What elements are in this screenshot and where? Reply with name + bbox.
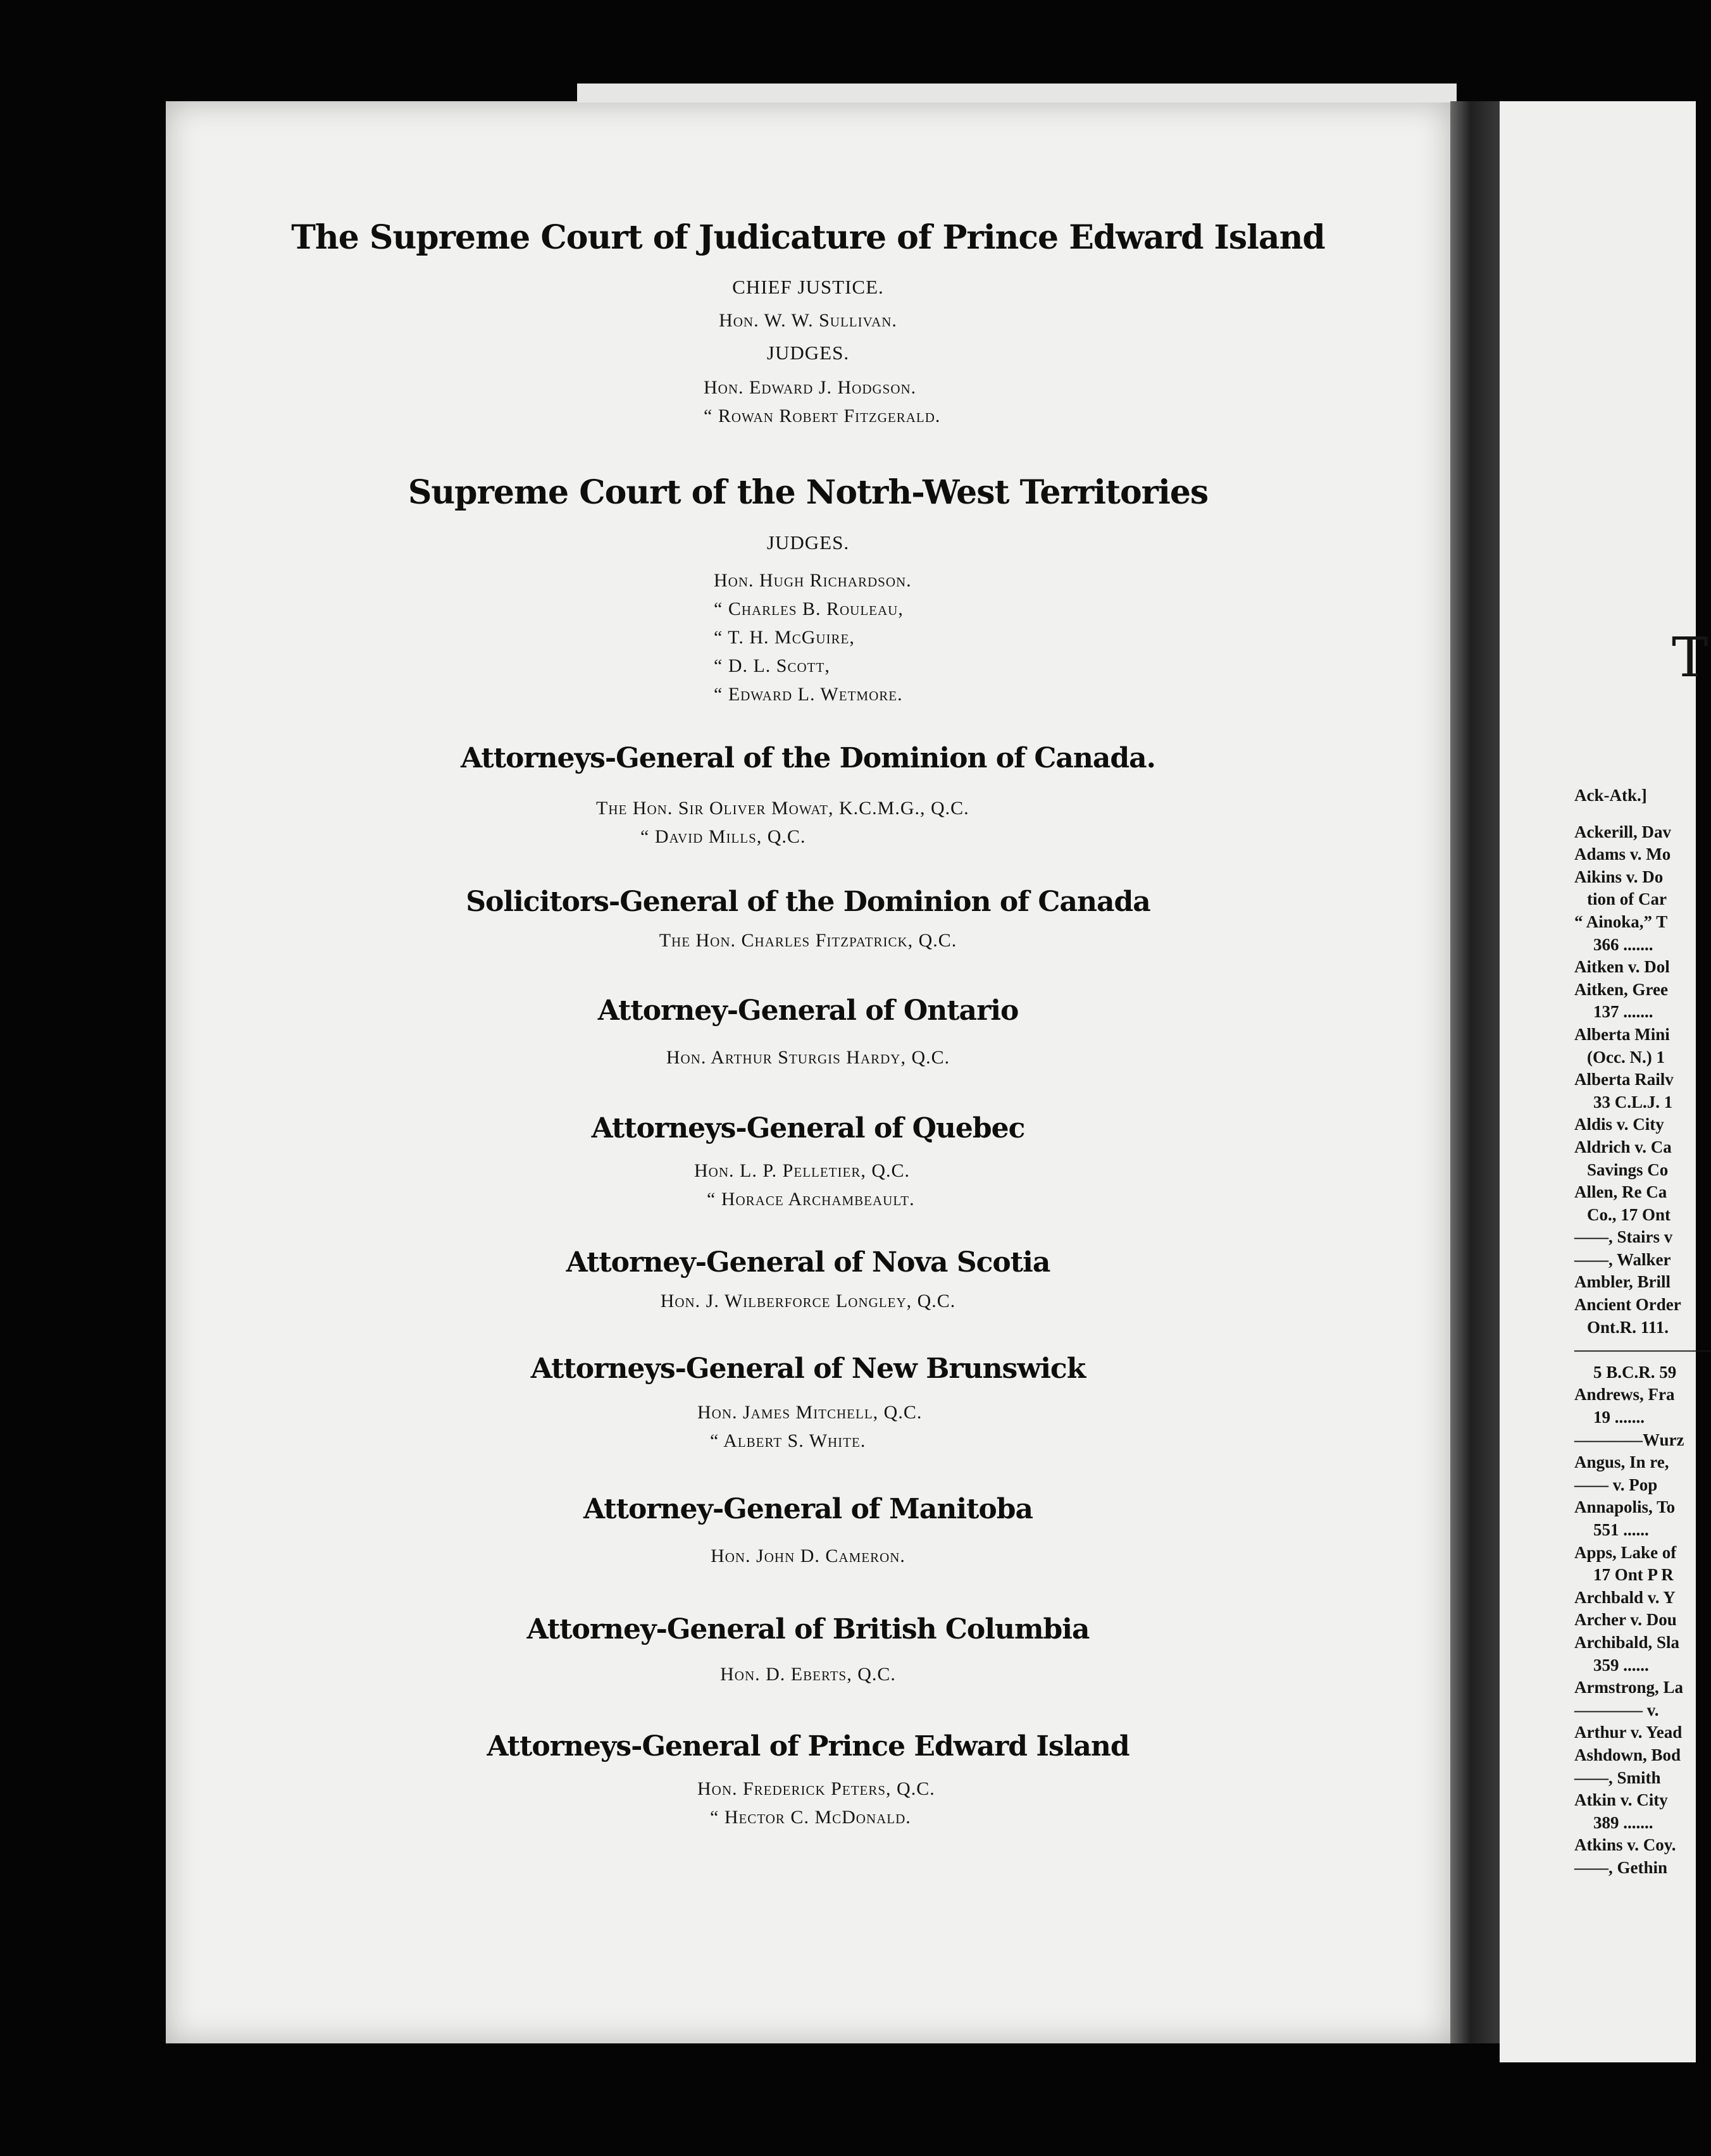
section-heading: Attorney-General of Ontario <box>597 994 1019 1027</box>
name-list <box>704 373 940 430</box>
index-line: Ashdown, Bod <box>1574 1745 1681 1764</box>
index-line: ————Wurz <box>1574 1430 1684 1449</box>
index-line: Archibald, Sla <box>1574 1632 1680 1652</box>
name-list <box>697 1775 935 1831</box>
index-line: —— v. Pop <box>1574 1475 1658 1494</box>
index-line: “ Ainoka,” T <box>1574 912 1668 931</box>
name-line: Hon. W. W. Sullivan. <box>719 310 897 331</box>
name-line: “ Charles B. Rouleau, <box>714 598 904 619</box>
index-line: 551 ...... <box>1593 1520 1649 1539</box>
name-line: Hon. Edward J. Hodgson. <box>704 377 917 398</box>
index-line: Atkins v. Coy. <box>1574 1835 1676 1855</box>
section-heading: Attorneys-General of the Dominion of Canada. <box>461 742 1155 774</box>
index-line: Archbald v. Y <box>1574 1587 1676 1607</box>
section-heading: Attorney-General of Nova Scotia <box>566 1246 1050 1279</box>
name-list <box>694 1156 915 1213</box>
index-line: Aldis v. City <box>1574 1115 1664 1134</box>
name-list <box>596 794 969 851</box>
name-line: Hon. D. Eberts, Q.C. <box>720 1664 896 1685</box>
index-line: ———————— <box>1574 1340 1711 1360</box>
index-line: Angus, In re, <box>1574 1453 1669 1472</box>
index-line: Armstrong, La <box>1574 1678 1683 1697</box>
section-heading: Supreme Court of the Notrh-West Territories <box>408 473 1209 512</box>
section-heading: The Supreme Court of Judicature of Prince Edward Island <box>291 218 1325 257</box>
index-line: Co., 17 Ont <box>1587 1205 1671 1224</box>
name-line: The Hon. Charles Fitzpatrick, Q.C. <box>659 930 957 951</box>
index-header: Ack-Atk.] <box>1574 786 1647 805</box>
section-label: JUDGES. <box>766 531 850 554</box>
name-line: The Hon. Sir Oliver Mowat, K.C.M.G., Q.C. <box>596 798 969 819</box>
index-line: 17 Ont P R <box>1593 1565 1674 1585</box>
name-line: “ Hector C. McDonald. <box>710 1807 911 1828</box>
index-line: Annapolis, To <box>1574 1497 1676 1517</box>
index-line: Ackerill, Dav <box>1574 822 1671 841</box>
index-line: Ancient Order <box>1574 1295 1681 1315</box>
name-line: “ D. L. Scott, <box>714 655 830 676</box>
index-line: Adams v. Mo <box>1574 845 1671 864</box>
name-line: Hon. Hugh Richardson. <box>714 570 912 591</box>
name-line: Hon. L. P. Pelletier, Q.C. <box>694 1160 911 1181</box>
index-line: ———— v. <box>1574 1700 1659 1719</box>
index-line: Andrews, Fra <box>1574 1385 1675 1404</box>
index-line: Ont.R. 111. <box>1587 1317 1669 1337</box>
index-line: 366 ....... <box>1593 934 1653 954</box>
name-line: Hon. Frederick Peters, Q.C. <box>697 1778 935 1799</box>
index-line: Savings Co <box>1587 1160 1669 1179</box>
index-line: Arthur v. Yead <box>1574 1723 1683 1742</box>
name-line: Hon. J. Wilberforce Longley, Q.C. <box>660 1291 956 1311</box>
index-line: Alberta Mini <box>1574 1024 1670 1044</box>
index-line: 5 B.C.R. 59 <box>1593 1362 1677 1382</box>
section-heading: Solicitors-General of the Dominion of Canada <box>466 886 1150 918</box>
section-heading: Attorney-General of British Columbia <box>526 1613 1090 1645</box>
name-line: “ T. H. McGuire, <box>714 627 855 648</box>
index-line: Alberta Railv <box>1574 1070 1674 1089</box>
index-line: Aitken v. Dol <box>1574 957 1670 977</box>
book-binding <box>1450 101 1501 2043</box>
section-heading: Attorney-General of Manitoba <box>583 1493 1033 1525</box>
name-line: “ Albert S. White. <box>710 1430 866 1451</box>
index-line: Atkin v. City <box>1574 1790 1668 1810</box>
index-line: Aldrich v. Ca <box>1574 1137 1672 1156</box>
name-line: Hon. Arthur Sturgis Hardy, Q.C. <box>666 1047 950 1068</box>
section-heading: Attorneys-General of Quebec <box>591 1112 1025 1144</box>
index-line: 359 ...... <box>1593 1655 1649 1675</box>
index-line: Aitken, Gree <box>1574 979 1668 999</box>
index-line: Aikins v. Do <box>1574 867 1664 886</box>
index-line: ——, Gethin <box>1574 1857 1668 1877</box>
name-line: “ David Mills, Q.C. <box>640 826 806 847</box>
index-line: ——, Walker <box>1574 1249 1671 1269</box>
name-line: Hon. John D. Cameron. <box>711 1546 905 1566</box>
index-line: 33 C.L.J. 1 <box>1593 1092 1673 1112</box>
section-heading: Attorneys-General of Prince Edward Island <box>487 1730 1129 1763</box>
index-line: ——, Smith <box>1574 1768 1661 1787</box>
index-line: Archer v. Dou <box>1574 1610 1677 1630</box>
index-line: Allen, Re Ca <box>1574 1182 1667 1202</box>
name-line: “ Edward L. Wetmore. <box>714 684 903 705</box>
index-line: 19 ....... <box>1593 1408 1645 1427</box>
index-line: 389 ....... <box>1593 1812 1653 1832</box>
index-line: Ambler, Brill <box>1574 1272 1671 1292</box>
index-line: Apps, Lake of <box>1574 1542 1677 1562</box>
section-label: CHIEF JUSTICE. <box>732 276 884 298</box>
index-line: ——, Stairs v <box>1574 1227 1673 1247</box>
name-list <box>697 1398 922 1455</box>
index-line: (Occ. N.) 1 <box>1587 1047 1665 1067</box>
index-line: tion of Car <box>1587 889 1667 909</box>
section-label: JUDGES. <box>766 342 850 364</box>
name-line: “ Rowan Robert Fitzgerald. <box>704 406 941 426</box>
page-edge <box>577 84 1457 102</box>
name-line: Hon. James Mitchell, Q.C. <box>697 1402 923 1423</box>
index-line: 137 ....... <box>1593 1002 1653 1022</box>
index-column <box>1574 784 1711 1880</box>
page-initial-letter: T <box>1672 626 1708 690</box>
left-page <box>166 101 1450 2043</box>
right-page <box>1500 101 1711 2062</box>
name-list <box>714 566 912 709</box>
section-heading: Attorneys-General of New Brunswick <box>530 1353 1086 1385</box>
name-line: “ Horace Archambeault. <box>707 1189 915 1210</box>
